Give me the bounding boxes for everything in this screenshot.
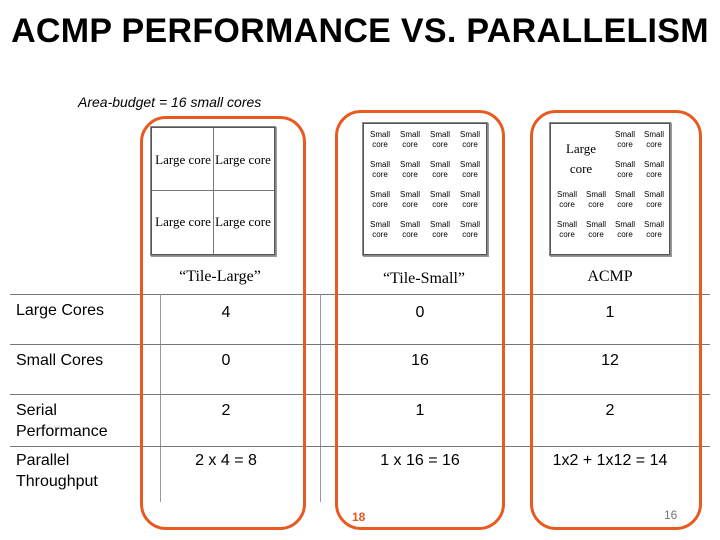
small-core-cell: Small core	[399, 160, 420, 179]
slide-title: ACMP PERFORMANCE VS. PARALLELISM	[11, 12, 709, 50]
small-core-cell: Small core	[429, 130, 450, 149]
acmp-small-core-cell: Small core	[585, 220, 606, 239]
large-core-cell: Large core	[155, 152, 211, 167]
small-core-cell: Small core	[369, 130, 390, 149]
cell-tile-large: 2 x 4 = 8	[195, 452, 257, 469]
small-core-cell: Small core	[429, 190, 450, 209]
small-core-cell: Small core	[459, 160, 480, 179]
small-core-cell: Small core	[369, 160, 390, 179]
acmp-small-core-cell: Small core	[585, 190, 606, 209]
cell-acmp: 1	[605, 304, 615, 321]
acmp-small-core-cell: Small core	[643, 160, 664, 179]
large-core-cell: Large core	[215, 152, 271, 167]
acmp-small-core-cell: Small core	[614, 130, 635, 149]
acmp-label: ACMP	[587, 268, 633, 285]
slide-number-overlay: 18	[352, 510, 366, 524]
acmp-highlight-outline	[530, 110, 702, 530]
cell-acmp: 1x2 + 1x12 = 14	[552, 452, 668, 469]
cell-tile-large: 4	[221, 304, 231, 321]
acmp-small-core-cell: Small core	[643, 130, 664, 149]
small-core-cell: Small core	[459, 130, 480, 149]
cell-tile-small: 1	[415, 402, 425, 419]
small-core-cell: Small core	[459, 190, 480, 209]
small-core-cell: Small core	[369, 190, 390, 209]
cell-tile-small: 1 x 16 = 16	[380, 452, 460, 469]
row-label-small-cores: Small Cores	[16, 352, 104, 369]
acmp-small-core-cell: Small core	[643, 190, 664, 209]
large-core-cell: Large core	[215, 214, 271, 229]
cell-tile-large: 0	[221, 352, 231, 369]
acmp-small-core-cell: Small core	[556, 190, 577, 209]
cell-acmp: 12	[601, 352, 619, 369]
slide-number: 16	[664, 508, 678, 522]
tile-small-highlight-outline	[335, 110, 505, 530]
tile-small-label: “Tile-Small”	[382, 270, 466, 287]
tile-large-highlight-outline	[140, 116, 306, 530]
small-core-cell: Small core	[429, 220, 450, 239]
small-core-cell: Small core	[369, 220, 390, 239]
acmp-small-core-cell: Small core	[614, 160, 635, 179]
large-core-cell: Large core	[155, 214, 211, 229]
small-core-cell: Small core	[429, 160, 450, 179]
small-core-cell: Small core	[399, 190, 420, 209]
area-budget-note: Area-budget = 16 small cores	[78, 94, 262, 110]
cell-tile-small: 0	[415, 304, 425, 321]
acmp-small-core-cell: Small core	[614, 190, 635, 209]
small-core-cell: Small core	[399, 220, 420, 239]
acmp-small-core-cell: Small core	[556, 220, 577, 239]
acmp-small-core-cell: Small core	[643, 220, 664, 239]
cell-acmp: 2	[605, 402, 615, 419]
row-label-parallel-throughput: Parallel Throughput	[16, 452, 98, 490]
cell-tile-large: 2	[221, 402, 231, 419]
acmp-small-core-cell: Small core	[614, 220, 635, 239]
small-core-cell: Small core	[459, 220, 480, 239]
row-label-serial-performance: Serial Performance	[16, 402, 108, 440]
tile-large-label: “Tile-Large”	[179, 268, 261, 285]
cell-tile-small: 16	[411, 352, 429, 369]
small-core-cell: Small core	[399, 130, 420, 149]
acmp-large-core: Large core	[565, 141, 597, 176]
row-label-large-cores: Large Cores	[16, 302, 105, 319]
